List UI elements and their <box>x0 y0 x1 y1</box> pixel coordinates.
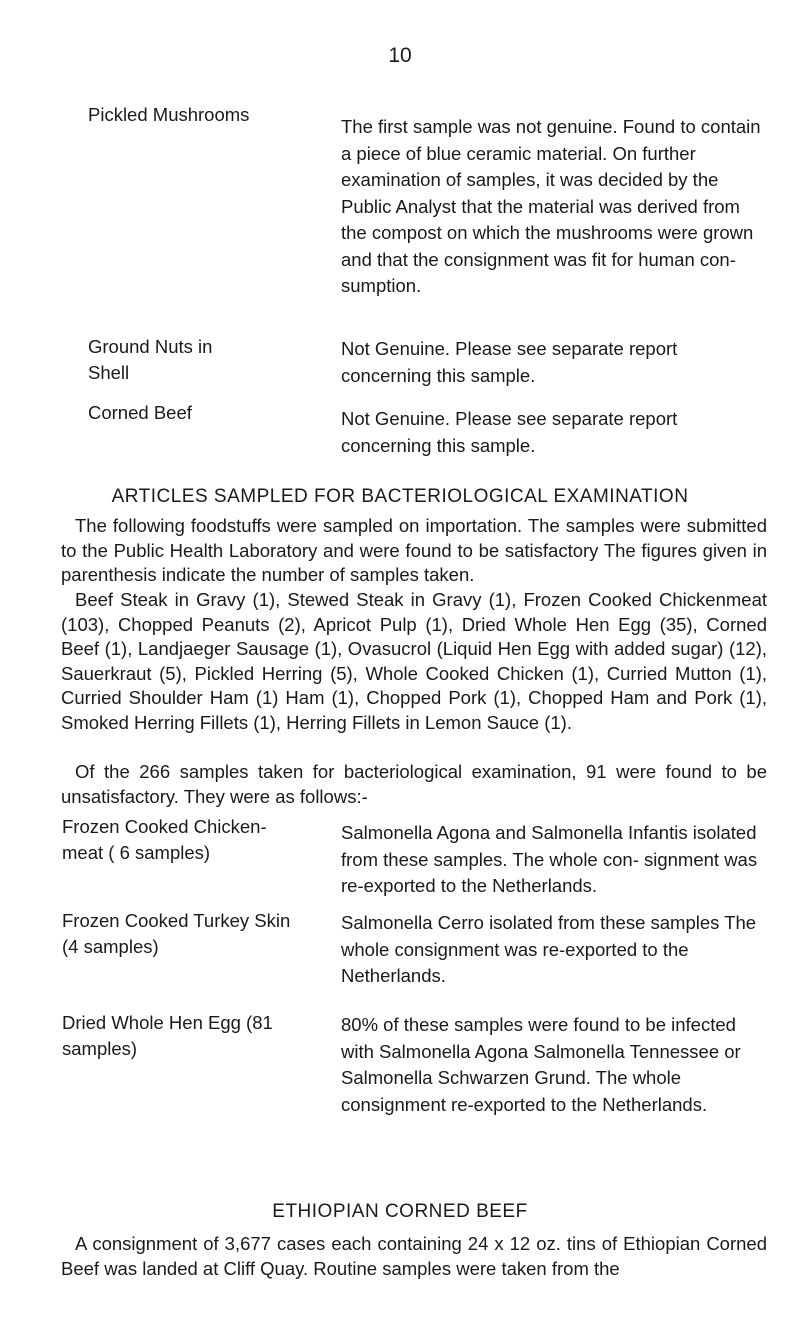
ethiopian-paragraph: A consignment of 3,677 cases each containing 24 x 12 oz. tins of Ethiopian Corned Beef was landed at Cliff Quay. Routine samples were taken from the <box>61 1233 767 1279</box>
entry-description: Not Genuine. Please see separate report concerning this sample. <box>341 338 678 386</box>
entry-label: Dried Whole Hen Egg (81 samples) <box>62 1012 273 1059</box>
section-heading-bacteriological: ARTICLES SAMPLED FOR BACTERIOLOGICAL EXAMINATION <box>111 486 689 507</box>
entry-description: The first sample was not genuine. Found to contain a piece of blue ceramic material. On further examination of samples, it was decided by the Public Analyst that the material was derived from the compost on which the mushrooms were grown and that the consignment was fit for human con- sumption. <box>341 116 761 296</box>
section-heading-ethiopian: ETHIOPIAN CORNED BEEF <box>272 1201 528 1222</box>
entry-label: Ground Nuts in Shell <box>88 336 213 383</box>
sampled-foods-list: Beef Steak in Gravy (1), Stewed Steak in Gravy (1), Frozen Cooked Chickenmeat (103), Chopped Peanuts (2), Apricot Pulp (1), Dried Whole Hen Egg (35), Corned Beef (1), Landjaeger Sausage (1), Ovasucrol (Liquid Hen Egg with added sugar) (12), Sauerkraut (5), Pickled Herring (5), Whole Cooked Chicken (1), Curried Mutton (1), Curried Shoulder Ham (1) Ham (1), Chopped Pork (1), Chopped Ham and Pork (1), Smoked Herring Fillets (1), Herring Fillets in Lemon Sauce (1). <box>61 589 767 733</box>
entry-label: Corned Beef <box>88 402 192 423</box>
intro-paragraph: The following foodstuffs were sampled on importation. The samples were submitted to the Public Health Laboratory and were found to be satisfactory The figures given in parenthesis indicate the number of samples taken. <box>61 515 767 585</box>
page-number: 10 <box>388 44 412 67</box>
entry-label: Frozen Cooked Turkey Skin (4 samples) <box>62 910 291 957</box>
entry-label: Pickled Mushrooms <box>88 104 250 125</box>
entry-label: Frozen Cooked Chicken- meat ( 6 samples) <box>62 816 267 863</box>
entry-description: Salmonella Cerro isolated from these samples The whole consignment was re-exported to the Netherlands. <box>341 912 757 986</box>
entry-description: Salmonella Agona and Salmonella Infantis isolated from these samples. The whole con- signment was re-exported to the Netherlands. <box>341 822 758 896</box>
entry-description: Not Genuine. Please see separate report concerning this sample. <box>341 408 678 456</box>
summary-paragraph: Of the 266 samples taken for bacteriological examination, 91 were found to be unsatisfactory. They were as follows:- <box>61 761 767 807</box>
entry-description: 80% of these samples were found to be infected with Salmonella Agona Salmonella Tennessee or Salmonella Schwarzen Grund. The whole consignment re-exported to the Netherlands. <box>341 1014 741 1115</box>
